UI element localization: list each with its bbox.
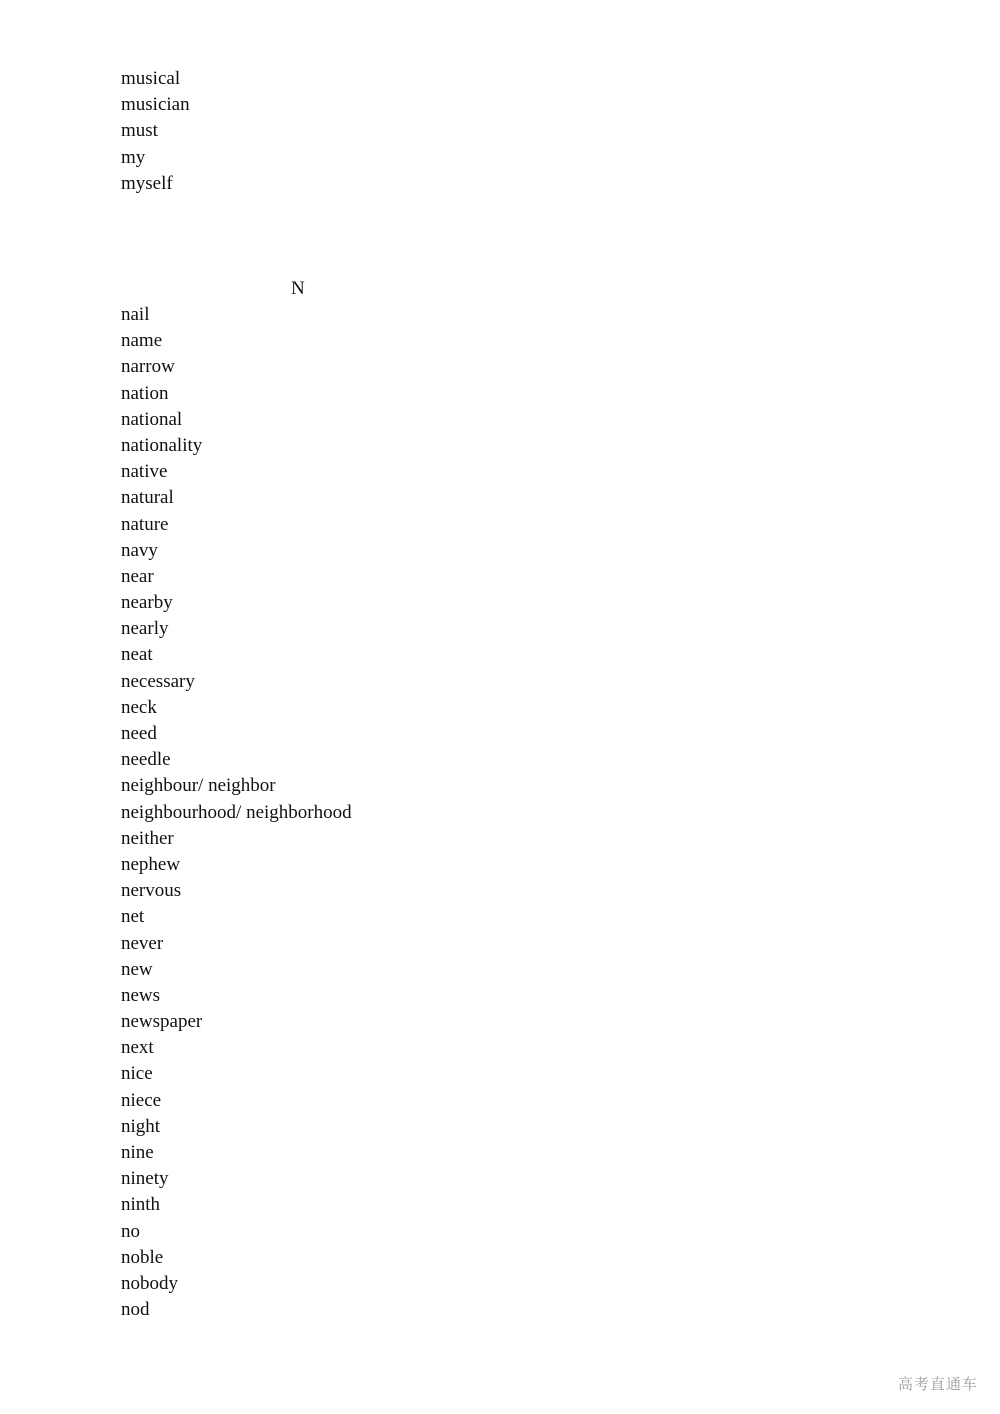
word-item: newspaper	[121, 1011, 203, 1033]
word-item: ninth	[121, 1194, 161, 1216]
word-item: noble	[121, 1246, 164, 1268]
word-item: nail	[121, 304, 150, 325]
watermark-text: 高考直通车	[897, 1375, 978, 1393]
word-item: need	[121, 723, 157, 744]
word-item: neighbourhood/ neighborhood	[121, 801, 352, 823]
word-item: national	[121, 408, 183, 430]
word-item: musical	[121, 68, 181, 89]
word-item: nobody	[121, 1272, 178, 1294]
word-item: nod	[121, 1299, 150, 1321]
word-item: name	[121, 330, 163, 352]
word-item: ninety	[121, 1168, 169, 1190]
word-item: must	[121, 120, 158, 142]
word-item: necessary	[121, 670, 195, 692]
word-list-m-continued	[121, 66, 190, 197]
word-item: musician	[121, 94, 190, 116]
word-item: nature	[121, 513, 169, 535]
section-heading-n: N	[291, 278, 305, 299]
word-item: nervous	[121, 880, 182, 902]
word-item: nephew	[121, 853, 181, 875]
word-item: natural	[121, 487, 174, 509]
word-item: needle	[121, 749, 171, 771]
word-item: news	[121, 984, 161, 1006]
word-item: nearby	[121, 592, 173, 614]
word-item: niece	[121, 1089, 162, 1111]
word-item: no	[121, 1220, 140, 1242]
word-item: nearly	[121, 618, 169, 640]
word-item: net	[121, 906, 145, 928]
word-item: neck	[121, 696, 157, 718]
word-item: navy	[121, 539, 158, 561]
word-item: nice	[121, 1063, 153, 1085]
word-item: next	[121, 1037, 154, 1059]
word-item: native	[121, 461, 168, 483]
word-item: neither	[121, 827, 174, 849]
word-item: never	[121, 932, 164, 954]
word-item: myself	[121, 172, 173, 194]
word-item: night	[121, 1115, 161, 1137]
word-item: near	[121, 565, 154, 587]
word-item: narrow	[121, 356, 175, 378]
word-item: my	[121, 146, 146, 168]
word-item: neat	[121, 644, 153, 666]
word-list-n	[121, 302, 352, 1323]
word-item: new	[121, 958, 153, 980]
word-item: nationality	[121, 434, 203, 456]
word-item: nation	[121, 382, 169, 404]
word-item: nine	[121, 1142, 154, 1163]
word-item: neighbour/ neighbor	[121, 775, 276, 797]
